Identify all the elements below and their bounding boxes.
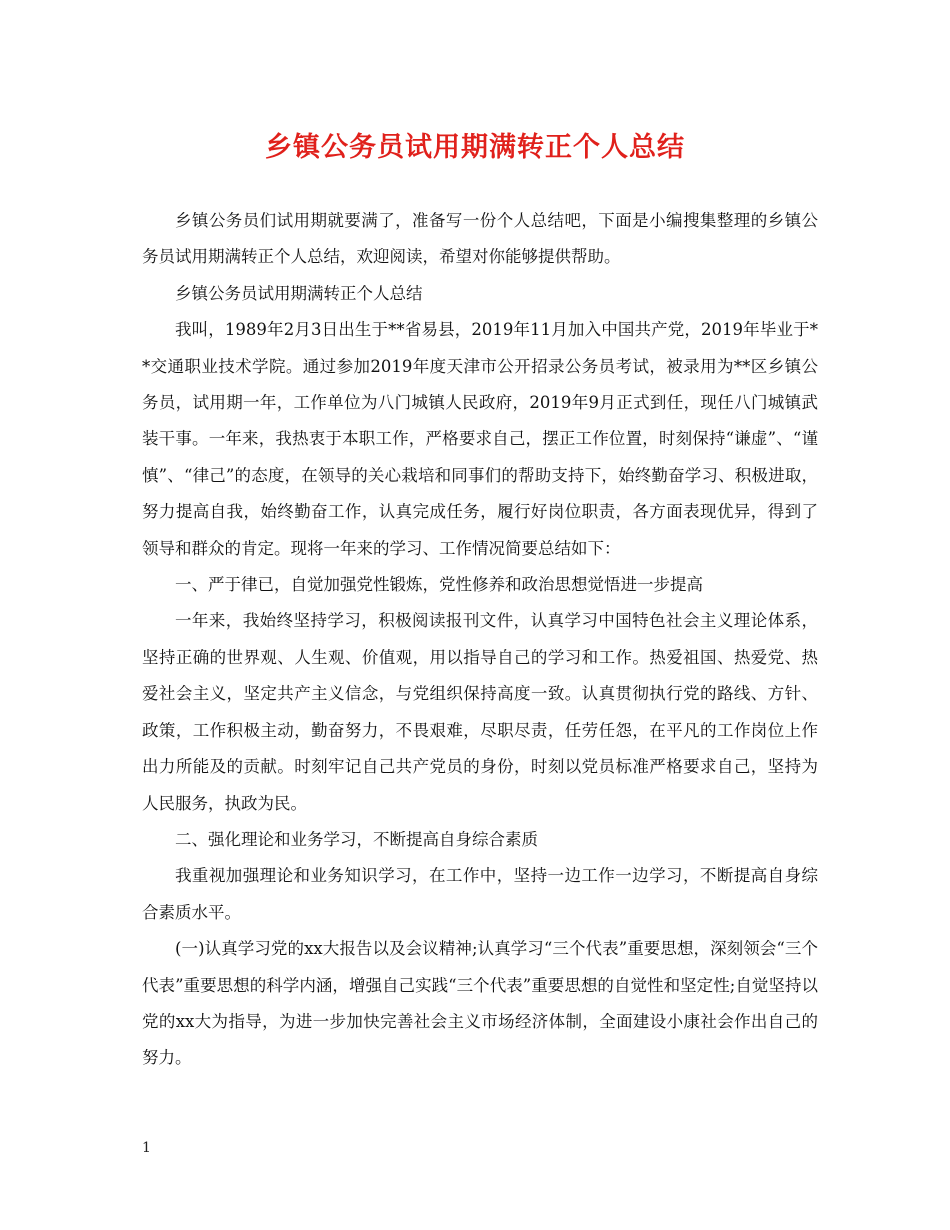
document-body	[142, 203, 818, 1077]
intro-paragraph: 乡镇公务员们试用期就要满了，准备写一份个人总结吧，下面是小编搜集整理的乡镇公务员试用期满转正个人总结，欢迎阅读，希望对你能够提供帮助。	[142, 211, 818, 267]
section-2-paragraph: 我重视加强理论和业务知识学习，在工作中，坚持一边工作一边学习，不断提高自身综合素质水平。	[142, 866, 818, 922]
section-1-paragraph: 一年来，我始终坚持学习，积极阅读报刊文件，认真学习中国特色社会主义理论体系，坚持正确的世界观、人生观、价值观，用以指导自己的学习和工作。热爱祖国、热爱党、热爱社会主义，坚定共产主义信念，与党组织保持高度一致。认真贯彻执行党的路线、方针、政策，工作积极主动，勤奋努力，不畏艰难，尽职尽责，任劳任怨，在平凡的工作岗位上作出力所能及的贡献。时刻牢记自己共产党员的身份，时刻以党员标准严格要求自己，坚持为人民服务，执政为民。	[142, 611, 818, 813]
page-number: 1	[142, 1140, 151, 1156]
section-heading-1: 一、严于律已，自觉加强党性锻炼，党性修养和政治思想觉悟进一步提高	[175, 575, 703, 595]
section-2-item-1-paragraph: (一)认真学习党的xx大报告以及会议精神;认真学习“三个代表”重要思想，深刻领会“三个代表”重要思想的科学内涵，增强自己实践“三个代表”重要思想的自觉性和坚定性;自觉坚持以党的xx大为指导，为进一步加快完善社会主义市场经济体制，全面建设小康社会作出自己的努力。	[142, 939, 818, 1068]
document-title: 乡镇公务员试用期满转正个人总结	[265, 132, 685, 163]
section-heading-2: 二、强化理论和业务学习，不断提高自身综合素质	[175, 829, 538, 849]
subtitle-paragraph: 乡镇公务员试用期满转正个人总结	[175, 283, 423, 303]
personal-background-paragraph: 我叫，1989年2月3日出生于**省易县，2019年11月加入中国共产党，2019年毕业于**交通职业技术学院。通过参加2019年度天津市公开招录公务员考试，被录用为**区乡镇公务员，试用期一年，工作单位为八门城镇人民政府，2019年9月正式到任，现任八门城镇武装干事。一年来，我热衷于本职工作，严格要求自己，摆正工作位置，时刻保持“谦虚”、“谨慎”、“律己”的态度，在领导的关心栽培和同事们的帮助支持下，始终勤奋学习、积极进取，努力提高自我，始终勤奋工作，认真完成任务，履行好岗位职责，各方面表现优异，得到了领导和群众的肯定。现将一年来的学习、工作情况简要总结如下：	[142, 320, 818, 558]
